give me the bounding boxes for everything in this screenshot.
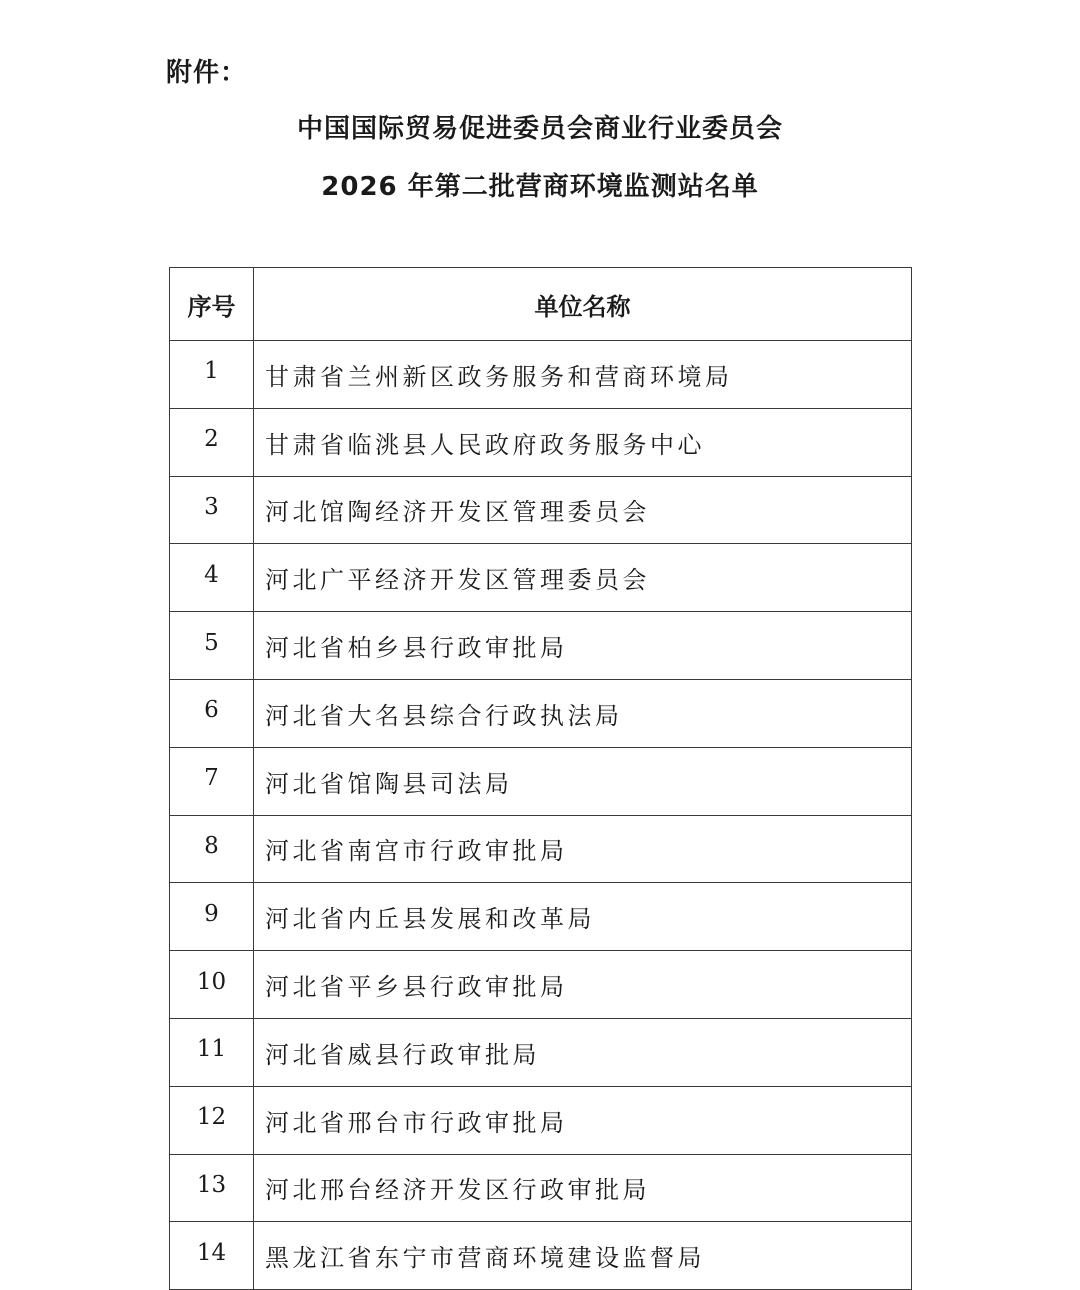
row-unit-name: 河北省南宫市行政审批局 (254, 815, 912, 883)
row-index: 5 (170, 612, 254, 680)
table-row (170, 1222, 912, 1290)
row-unit-name: 河北馆陶经济开发区管理委员会 (254, 476, 912, 544)
table-row (170, 747, 912, 815)
row-index: 11 (170, 1018, 254, 1086)
table-row (170, 1086, 912, 1154)
row-unit-name: 甘肃省临洮县人民政府政务服务中心 (254, 408, 912, 476)
row-unit-name: 河北省大名县综合行政执法局 (254, 679, 912, 747)
table-row (170, 1018, 912, 1086)
row-unit-name: 黑龙江省东宁市营商环境建设监督局 (254, 1222, 912, 1290)
table-row (170, 408, 912, 476)
row-index: 6 (170, 679, 254, 747)
row-index: 9 (170, 883, 254, 951)
table-row (170, 679, 912, 747)
monitoring-station-table (169, 267, 912, 1290)
row-unit-name: 河北省威县行政审批局 (254, 1018, 912, 1086)
table-row (170, 951, 912, 1019)
row-unit-name: 河北省柏乡县行政审批局 (254, 612, 912, 680)
row-unit-name: 河北邢台经济开发区行政审批局 (254, 1154, 912, 1222)
row-index: 14 (170, 1222, 254, 1290)
document-title-line-2: 2026 年第二批营商环境监测站名单 (321, 172, 759, 202)
row-index: 2 (170, 408, 254, 476)
row-unit-name: 河北省馆陶县司法局 (254, 747, 912, 815)
attachment-label: 附件： (166, 58, 248, 88)
row-index: 7 (170, 747, 254, 815)
row-index: 3 (170, 476, 254, 544)
row-unit-name: 河北省平乡县行政审批局 (254, 951, 912, 1019)
column-header-index: 序号 (170, 268, 254, 341)
table-row (170, 1154, 912, 1222)
row-unit-name: 甘肃省兰州新区政务服务和营商环境局 (254, 341, 912, 409)
row-unit-name: 河北省邢台市行政审批局 (254, 1086, 912, 1154)
document-title-line-1: 中国国际贸易促进委员会商业行业委员会 (296, 114, 783, 144)
row-index: 4 (170, 544, 254, 612)
row-index: 1 (170, 341, 254, 409)
table-row (170, 544, 912, 612)
table-row (170, 612, 912, 680)
row-index: 13 (170, 1154, 254, 1222)
table-body (170, 341, 912, 1290)
row-index: 10 (170, 951, 254, 1019)
table-row (170, 883, 912, 951)
row-index: 8 (170, 815, 254, 883)
table-row (170, 476, 912, 544)
table-row (170, 341, 912, 409)
column-header-name: 单位名称 (254, 268, 912, 341)
row-index: 12 (170, 1086, 254, 1154)
row-unit-name: 河北省内丘县发展和改革局 (254, 883, 912, 951)
table-header-row (170, 268, 912, 341)
table-row (170, 815, 912, 883)
row-unit-name: 河北广平经济开发区管理委员会 (254, 544, 912, 612)
